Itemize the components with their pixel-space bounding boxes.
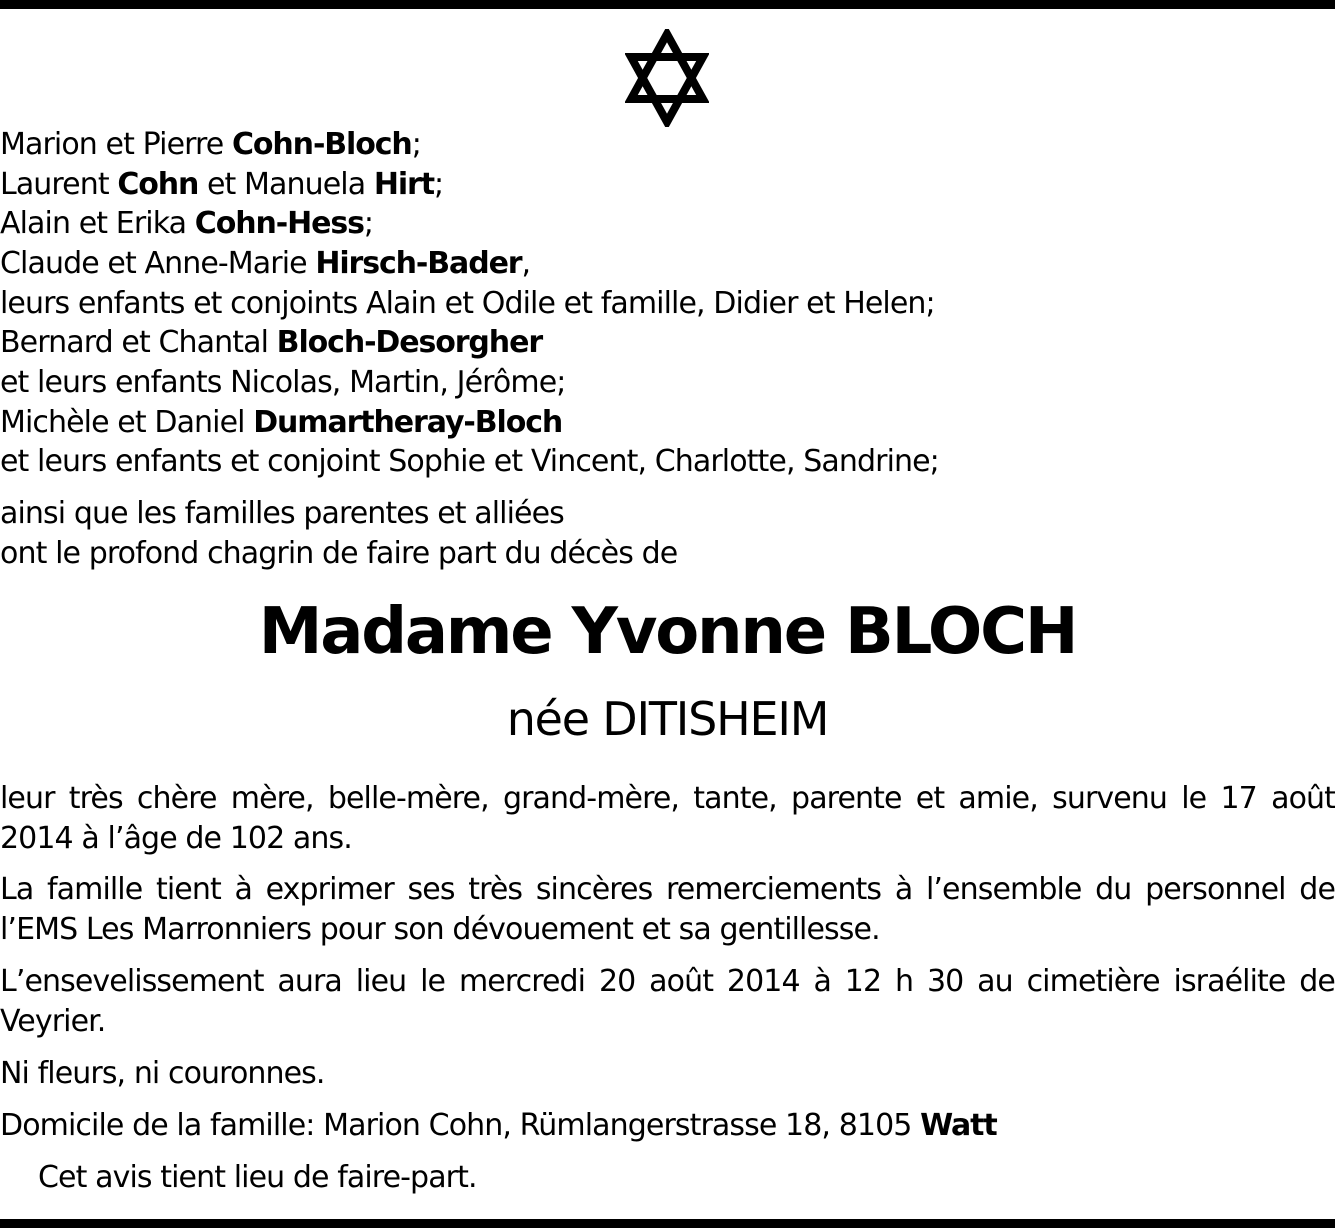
bottom-border-rule bbox=[0, 1219, 1335, 1228]
family-line-6: Bernard et Chantal Bloch-Desorgher bbox=[0, 325, 543, 360]
closing-note: Cet avis tient lieu de faire-part. bbox=[38, 1160, 477, 1195]
paragraph-no-flowers: Ni fleurs, ni couronnes. bbox=[0, 1056, 325, 1091]
family-line-2: Laurent Cohn et Manuela Hirt; bbox=[0, 167, 444, 202]
maiden-name: née DITISHEIM bbox=[506, 692, 829, 746]
intro-line-2: ont le profond chagrin de faire part du décès de bbox=[0, 536, 678, 571]
paragraph-announcement: leur très chère mère, belle-mère, grand-mère, tante, parente et amie, survenu le 17 août 2014 à l’âge de 102 ans. bbox=[0, 781, 1335, 856]
star-of-david-icon bbox=[625, 29, 709, 127]
paragraph-burial: L’ensevelissement aura lieu le mercredi 20 août 2014 à 12 h 30 au cimetière israélite de Veyrier. bbox=[0, 964, 1335, 1039]
family-line-4: Claude et Anne-Marie Hirsch-Bader, bbox=[0, 246, 531, 281]
paragraph-thanks: La famille tient à exprimer ses très sincères remerciements à l’ensemble du personnel de l’EMS Les Marronniers pour son dévouement et sa gentillesse. bbox=[0, 872, 1335, 947]
top-border-rule bbox=[0, 0, 1335, 9]
family-domicile: Domicile de la famille: Marion Cohn, Rümlangerstrasse 18, 8105 Watt bbox=[0, 1108, 997, 1143]
family-line-3: Alain et Erika Cohn-Hess; bbox=[0, 206, 374, 241]
family-line-1: Marion et Pierre Cohn-Bloch; bbox=[0, 127, 421, 162]
intro-line-1: ainsi que les familles parentes et alliées bbox=[0, 496, 564, 531]
family-line-8: Michèle et Daniel Dumartheray-Bloch bbox=[0, 405, 563, 440]
deceased-name: Madame Yvonne BLOCH bbox=[258, 595, 1077, 669]
family-line-5: leurs enfants et conjoints Alain et Odile et famille, Didier et Helen; bbox=[0, 286, 935, 321]
family-line-7: et leurs enfants Nicolas, Martin, Jérôme; bbox=[0, 365, 566, 400]
family-line-9: et leurs enfants et conjoint Sophie et Vincent, Charlotte, Sandrine; bbox=[0, 444, 939, 479]
